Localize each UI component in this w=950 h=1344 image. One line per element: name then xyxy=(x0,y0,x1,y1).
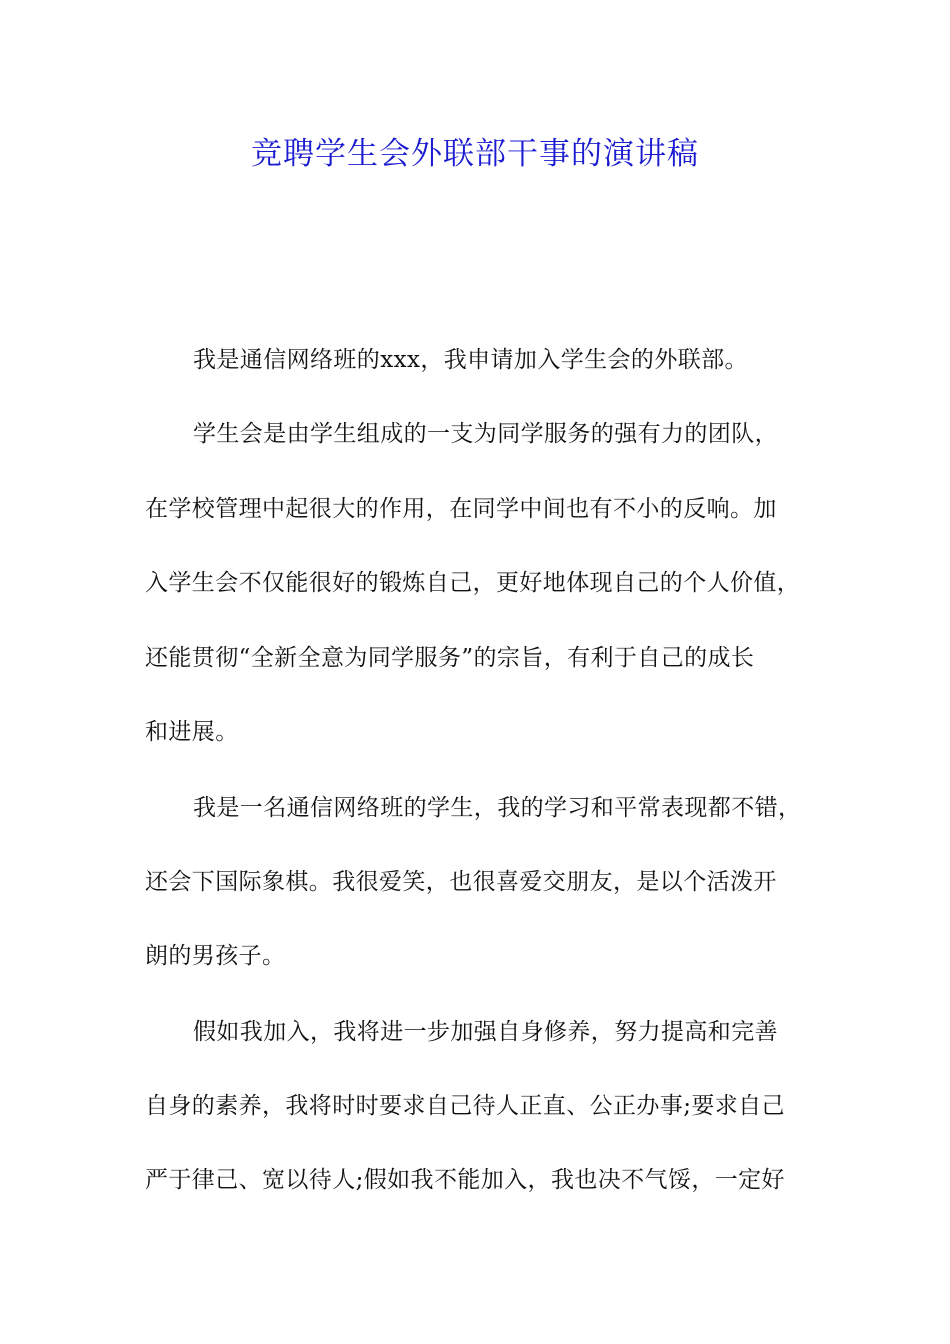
paragraph-line: 在学校管理中起很大的作用，在同学中间也有不小的反响。加 xyxy=(145,496,777,522)
paragraph-line: 自身的素养，我将时时要求自己待人正直、公正办事;要求自己 xyxy=(145,1093,785,1119)
paragraph-line: 我是通信网络班的xxx，我申请加入学生会的外联部。 xyxy=(193,347,748,373)
paragraph-line: 我是一名通信网络班的学生，我的学习和平常表现都不错， xyxy=(193,795,802,821)
paragraph-line: 还会下国际象棋。我很爱笑，也很喜爱交朋友，是以个活泼开 xyxy=(145,869,777,895)
document-title: 竞聘学生会外联部干事的演讲稿 xyxy=(251,136,699,172)
paragraph-line: 朗的男孩子。 xyxy=(145,943,286,969)
paragraph-line: 和进展。 xyxy=(145,719,239,745)
paragraph-line: 学生会是由学生组成的一支为同学服务的强有力的团队， xyxy=(193,421,778,447)
paragraph-line: 入学生会不仅能很好的锻炼自己，更好地体现自己的个人价值， xyxy=(145,570,801,596)
paragraph-line: 假如我加入，我将进一步加强自身修养，努力提高和完善 xyxy=(193,1019,778,1045)
paragraph-line: 还能贯彻“全新全意为同学服务”的宗旨，有利于自己的成长 xyxy=(145,645,755,671)
paragraph-line: 严于律己、宽以待人;假如我不能加入，我也决不气馁，一定好 xyxy=(145,1167,785,1193)
